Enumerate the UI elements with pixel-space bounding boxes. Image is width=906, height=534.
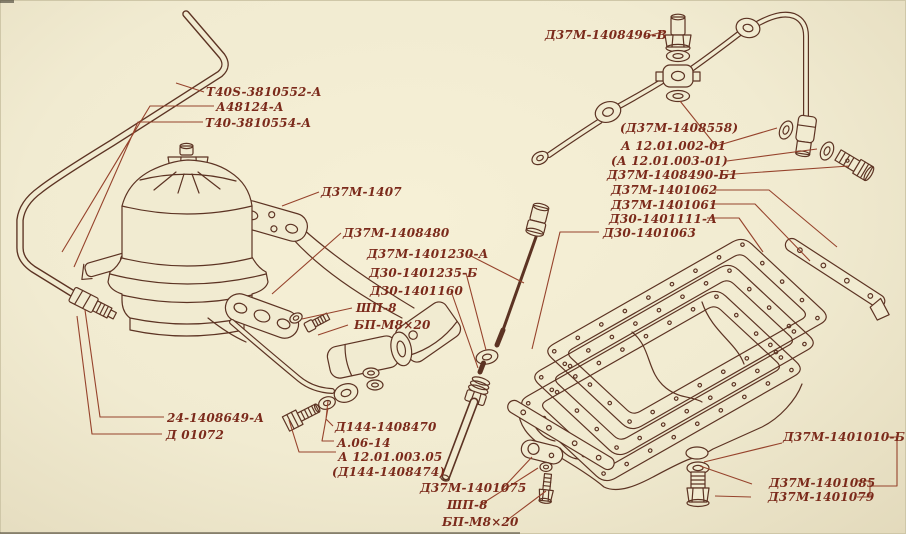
part-label-d37m-1401061: Д37М-1401061 — [611, 198, 718, 212]
dipstick-seal-washer — [475, 348, 499, 366]
oil-pan-gasket-rear — [548, 239, 826, 428]
tube-end-ring — [530, 149, 551, 168]
part-label-d37m-1401079: Д37М-1401079 — [768, 490, 875, 504]
part-label-d37m-1408490b1: Д37М-1408490-Б1 — [607, 168, 738, 182]
dipstick-tube — [440, 363, 492, 482]
drain-plug — [687, 462, 709, 507]
part-label-t40-3810554a: Т40-3810554-А — [205, 116, 312, 130]
part-label-d144-1408474: (Д144-1408474) — [332, 465, 446, 479]
part-label-d37m-1407: Д37М-1407 — [321, 185, 402, 199]
banjo-bolt-right — [834, 148, 876, 182]
part-label-a12-01-003-05: А 12.01.003.05 — [338, 450, 443, 464]
sealing-washer — [667, 91, 690, 102]
part-label-d37m-1408496v: Д37М-1408496-В — [545, 28, 668, 42]
filter-mount-flange — [222, 290, 303, 342]
part-label-d30-1401235b: Д30-1401235-Б — [369, 266, 478, 280]
part-label-shp8-lower: ШП-8 — [447, 498, 488, 512]
part-label-d144-1408470: Д144-1408470 — [335, 420, 437, 434]
part-label-d37m-1408558: (Д37М-1408558) — [620, 121, 739, 135]
sealing-washer — [367, 380, 383, 390]
sealing-washer — [777, 119, 796, 141]
sealing-washer — [363, 368, 379, 378]
part-label-a12-01-003-01: (А 12.01.003-01) — [611, 154, 728, 168]
part-label-shp8-upper: ШП-8 — [356, 301, 397, 315]
oil-pan-gasket-front — [535, 265, 813, 454]
banjo-bolt — [282, 400, 322, 431]
sump-tab-bracket — [519, 438, 564, 466]
part-label-d01072: Д 01072 — [166, 428, 224, 442]
pan-reinforcement-strip-right — [777, 236, 895, 324]
part-label-d37m-1401085: Д37М-1401085 — [769, 476, 876, 490]
drain-hole — [686, 447, 708, 459]
part-label-bp-m8x20-upper: БП-М8×20 — [354, 318, 431, 332]
part-label-t40s-3810552a: Т40S-3810552-А — [206, 85, 322, 99]
part-label-d37m-1401062: Д37М-1401062 — [611, 183, 718, 197]
stud-bolt — [304, 312, 331, 333]
banjo-fitting — [332, 381, 360, 406]
tab-washer — [540, 463, 552, 472]
part-label-d37m-1401075: Д37М-1401075 — [420, 481, 527, 495]
tab-bolt — [538, 473, 555, 504]
part-label-d37m-1401010b: Д37М-1401010-Б — [783, 430, 906, 444]
dipstick — [475, 202, 551, 366]
part-label-d37m-1408480: Д37М-1408480 — [343, 226, 450, 240]
part-label-d30-1401160: Д30-1401160 — [370, 284, 463, 298]
banjo-bolt-top — [665, 14, 691, 51]
sealing-washer — [667, 51, 690, 62]
part-label-a12-01-002-01: А 12.01.002-01 — [621, 139, 727, 153]
scan-artifact — [0, 0, 14, 3]
sealing-washer — [818, 140, 837, 162]
tube-union-nut — [68, 287, 118, 323]
part-label-d37m-1401230a: Д37М-1401230-А — [367, 247, 489, 261]
part-label-a48124a: А48124-А — [216, 100, 284, 114]
part-label-d30-1401063: Д30-1401063 — [603, 226, 696, 240]
part-label-24-1408649a: 24-1408649-А — [167, 411, 265, 425]
part-label-a06-14: А.06-14 — [337, 436, 391, 450]
part-label-d30-1401111a: Д30-1401111-А — [609, 212, 718, 226]
part-label-bp-m8x20-lower: БП-М8×20 — [442, 515, 519, 529]
